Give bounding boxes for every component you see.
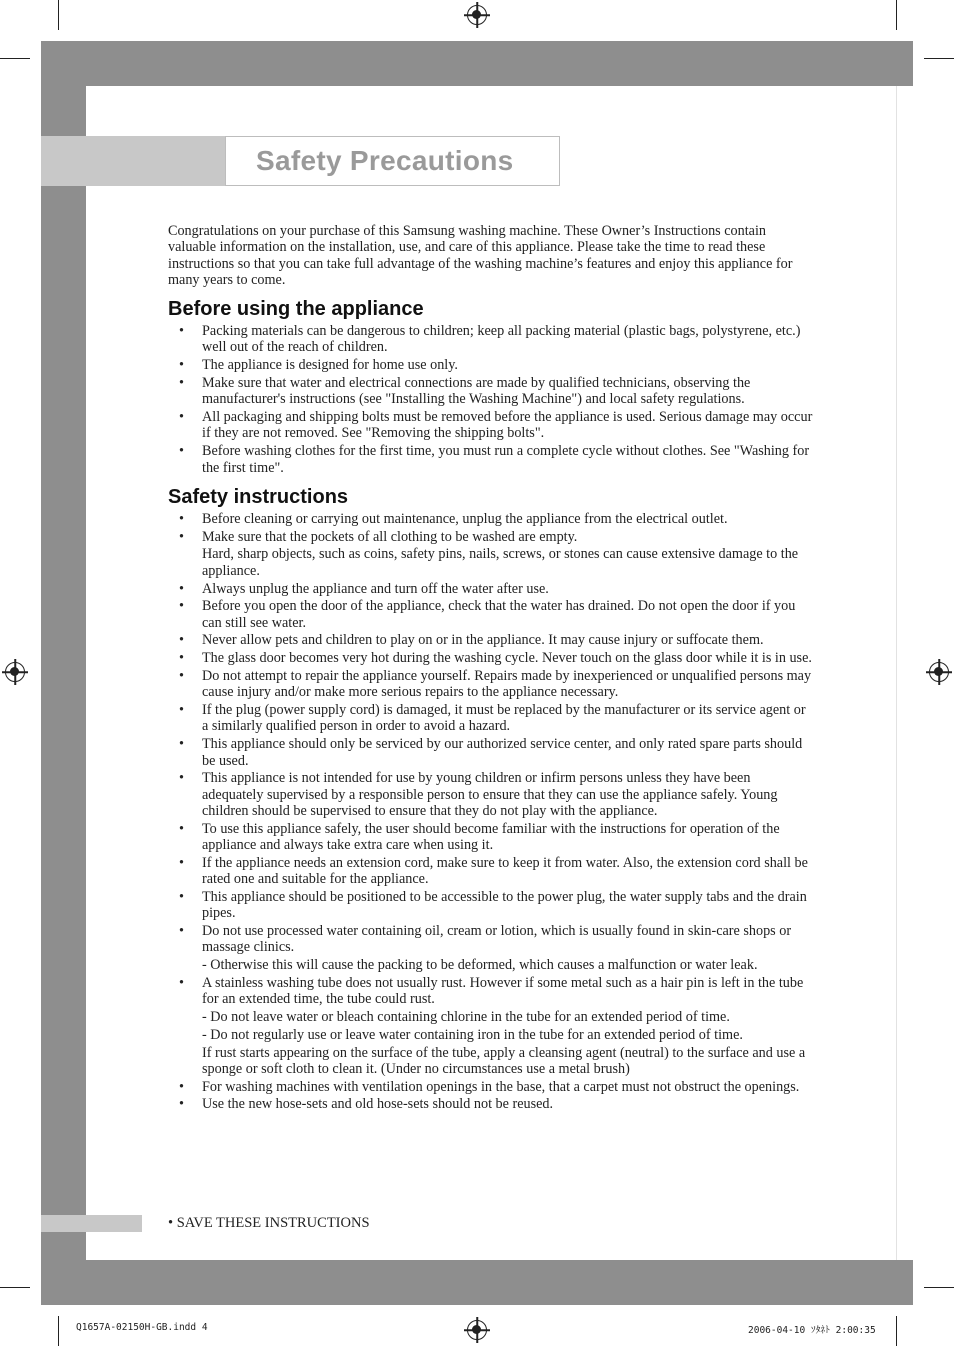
list-item-text: Before washing clothes for the first time, you must run a complete cycle without clothes. See "Washing for the first time". bbox=[202, 443, 810, 476]
list-item: • This appliance should be positioned to be accessible to the power plug, the water supply tabs and the drain pipes. bbox=[179, 888, 807, 922]
title-box bbox=[225, 136, 560, 186]
list-item: • The appliance is designed for home use only. bbox=[179, 357, 458, 374]
list-item-text: A stainless washing tube does not usually rust. However if some metal such as a hair pin is left in the tube for an extended time, the tube could rust. bbox=[202, 974, 804, 1008]
crop-mark bbox=[0, 1287, 30, 1288]
list-item-text: Do not attempt to repair the appliance yourself. Repairs made by inexperienced or unqualified persons may cause injury and/or make more serious repairs to the appliance necessary. bbox=[202, 668, 812, 701]
list-item-text: This appliance should be positioned to be accessible to the power plug, the water supply tabs and the drain pipes. bbox=[202, 888, 807, 922]
list-item: • Never allow pets and children to play on or in the appliance. It may cause injury or suffocate them. bbox=[179, 632, 764, 649]
list-item: • If the appliance needs an extension cord, make sure to keep it from water. Also, the extension cord shall be rated one and suitable for the appliance. bbox=[179, 854, 808, 888]
list-item-text: Use the new hose-sets and old hose-sets should not be reused. bbox=[202, 1096, 554, 1113]
list-item: • Packing materials can be dangerous to children; keep all packing material (plastic bags, polystyrene, etc.) well out of the reach of children. bbox=[179, 323, 801, 356]
list-item-text: Packing materials can be dangerous to children; keep all packing material (plastic bags, polystyrene, etc.) well out of the reach of children. bbox=[202, 323, 801, 356]
list-item: • Make sure that water and electrical connections are made by qualified technicians, observing the manufacturer's instructions (see "Installing the Washing Machine") and local safety regulations. bbox=[179, 375, 751, 408]
page-frame-bottom bbox=[41, 1260, 913, 1305]
list-item: • Do not use processed water containing oil, cream or lotion, which is usually found in skin-care shops or massage clinics. - Otherwise this will cause the packing to be deformed, which causes a malfunction or water leak. bbox=[168, 923, 814, 973]
footer-save-instructions: • SAVE THESE INSTRUCTIONS bbox=[168, 1215, 370, 1231]
list-item-text: Always unplug the appliance and turn off the water after use. bbox=[202, 580, 549, 597]
list-item: • This appliance is not intended for use by young children or infirm persons unless they have been adequately supervised by a responsible person to ensure that they can use the appliance safely. Young children should be supervised to ensure that they do not play with the appliance. bbox=[179, 770, 778, 819]
page-frame-top bbox=[41, 41, 913, 86]
list-item: • Before washing clothes for the first time, you must run a complete cycle without clothes. See "Washing for the first time". bbox=[179, 443, 810, 476]
list-item-text: Make sure that water and electrical connections are made by qualified technicians, observing the manufacturer's instructions (see "Installing the Washing Machine") and local safety regulations. bbox=[202, 375, 751, 408]
list-item: • Always unplug the appliance and turn off the water after use. bbox=[179, 580, 549, 597]
list-item: • Do not attempt to repair the appliance yourself. Repairs made by inexperienced or unqualified persons may cause injury and/or make more serious repairs to the appliance necessary. bbox=[179, 668, 812, 701]
intro-paragraph: Congratulations on your purchase of this Samsung washing machine. These Owner’s Instructions contain valuable information on the installation, use, and care of this appliance. Please take the time to read these instructions so that you can take full advantage of the washing machine’s features and enjoy this appliance for many years to come. bbox=[168, 223, 793, 288]
registration-mark-icon bbox=[467, 5, 487, 25]
list-item-text: Never allow pets and children to play on or in the appliance. It may cause injury or suffocate them. bbox=[202, 632, 764, 649]
crop-mark bbox=[58, 0, 59, 30]
crop-mark bbox=[896, 1316, 897, 1346]
list-item: • Make sure that the pockets of all clothing to be washed are empty. Hard, sharp objects, such as coins, safety pins, nails, screws, or stones can cause extensive damage to the appliance. bbox=[168, 529, 814, 579]
page-frame-left bbox=[41, 41, 86, 1305]
list-item-subtext: If rust starts appearing on the surface of the tube, apply a cleansing agent (neutral) to the surface and use a sponge or soft cloth to clean it. (Under no circumstances use a metal brush) bbox=[202, 1044, 806, 1077]
list-item: • To use this appliance safely, the user should become familiar with the instructions for operation of the appliance and always take extra care when using it. bbox=[179, 820, 780, 853]
list-item: • This appliance should only be serviced by our authorized service center, and only rated spare parts should be used. bbox=[179, 736, 803, 769]
list-item-text: Before cleaning or carrying out maintenance, unplug the appliance from the electrical outlet. bbox=[202, 510, 728, 527]
list-item: • The glass door becomes very hot during the washing cycle. Never touch on the glass door while it is in use. bbox=[179, 650, 812, 667]
list-item-subtext: - Do not leave water or bleach containing chlorine in the tube for an extended period of time. bbox=[202, 1008, 730, 1025]
list-item: • Use the new hose-sets and old hose-sets should not be reused. bbox=[179, 1096, 554, 1113]
list-item-text: All packaging and shipping bolts must be removed before the appliance is used. Serious damage may occur if they are not removed. See "Removing the shipping bolts". bbox=[202, 409, 813, 442]
page-frame-right bbox=[896, 86, 897, 1260]
list-item: • Before cleaning or carrying out maintenance, unplug the appliance from the electrical outlet. bbox=[179, 510, 728, 527]
list-item-subtext: - Do not regularly use or leave water containing iron in the tube for an extended period of time. bbox=[202, 1026, 743, 1043]
list-item-text: The appliance is designed for home use only. bbox=[202, 357, 458, 374]
slug-timestamp: 2006-04-10 ｿﾀﾈﾄ 2:00:35 bbox=[748, 1325, 876, 1336]
list-item-subtext: Hard, sharp objects, such as coins, safety pins, nails, screws, or stones can cause extensive damage to the appliance. bbox=[202, 546, 799, 579]
footer-bar bbox=[41, 1215, 142, 1232]
safety-list bbox=[168, 511, 814, 1113]
title-band bbox=[41, 136, 225, 186]
list-item-text: The glass door becomes very hot during the washing cycle. Never touch on the glass door while it is in use. bbox=[202, 650, 812, 667]
section-heading-safety: Safety instructions bbox=[168, 485, 349, 508]
crop-mark bbox=[924, 58, 954, 59]
crop-mark bbox=[896, 0, 897, 30]
list-item-text: To use this appliance safely, the user should become familiar with the instructions for operation of the appliance and always take extra care when using it. bbox=[202, 820, 780, 853]
slug-filename: Q1657A-02150H-GB.indd 4 bbox=[76, 1322, 208, 1333]
list-item-text: Before you open the door of the appliance, check that the water has drained. Do not open the door if you can still see water. bbox=[202, 598, 796, 631]
crop-mark bbox=[0, 58, 30, 59]
crop-mark bbox=[58, 1316, 59, 1346]
list-item-text: Do not use processed water containing oil, cream or lotion, which is usually found in skin-care shops or massage clinics. bbox=[202, 922, 792, 956]
list-item: • For washing machines with ventilation openings in the base, that a carpet must not obstruct the openings. bbox=[179, 1078, 800, 1095]
section-heading-before-using: Before using the appliance bbox=[168, 298, 424, 321]
crop-mark bbox=[924, 1287, 954, 1288]
page-title: Safety Precautions bbox=[256, 145, 514, 176]
list-item: • All packaging and shipping bolts must be removed before the appliance is used. Serious damage may occur if they are not removed. See "Removing the shipping bolts". bbox=[179, 409, 813, 442]
before-using-list bbox=[168, 323, 814, 476]
document-body bbox=[168, 223, 814, 1114]
registration-mark-icon bbox=[5, 662, 25, 682]
list-item-text: This appliance should only be serviced by our authorized service center, and only rated spare parts should be used. bbox=[202, 736, 803, 769]
list-item-text: This appliance is not intended for use by young children or infirm persons unless they have been adequately supervised by a responsible person to ensure that they can use the appliance safely. Young children should be supervised to ensure that they do not play with the appliance. bbox=[202, 770, 778, 819]
list-item-text: Make sure that the pockets of all clothing to be washed are empty. bbox=[202, 528, 578, 545]
list-item: • A stainless washing tube does not usually rust. However if some metal such as a hair pin is left in the tube for an extended time, the tube could rust. - Do not leave water or bleach containing chlorine in the tube for an extended period of time. - Do not regularly use or leave water containing iron in the tube for an extended period of time. If rust starts appearing on the surface of the tube, apply a cleansing agent (neutral) to the surface and use a sponge or soft cloth to clean it. (Under no circumstances use a metal brush) bbox=[168, 975, 814, 1077]
list-item: • If the plug (power supply cord) is damaged, it must be replaced by the manufacturer or its service agent or a similarly qualified person in order to avoid a hazard. bbox=[179, 702, 806, 735]
list-item-subtext: - Otherwise this will cause the packing to be deformed, which causes a malfunction or water leak. bbox=[202, 957, 758, 974]
registration-mark-icon bbox=[929, 662, 949, 682]
list-item-text: If the plug (power supply cord) is damaged, it must be replaced by the manufacturer or its service agent or a similarly qualified person in order to avoid a hazard. bbox=[202, 702, 806, 735]
list-item-text: If the appliance needs an extension cord, make sure to keep it from water. Also, the extension cord shall be rated one and suitable for the appliance. bbox=[202, 854, 808, 888]
list-item-text: For washing machines with ventilation openings in the base, that a carpet must not obstruct the openings. bbox=[202, 1078, 800, 1095]
registration-mark-icon bbox=[467, 1320, 487, 1340]
list-item: • Before you open the door of the appliance, check that the water has drained. Do not open the door if you can still see water. bbox=[179, 598, 796, 631]
